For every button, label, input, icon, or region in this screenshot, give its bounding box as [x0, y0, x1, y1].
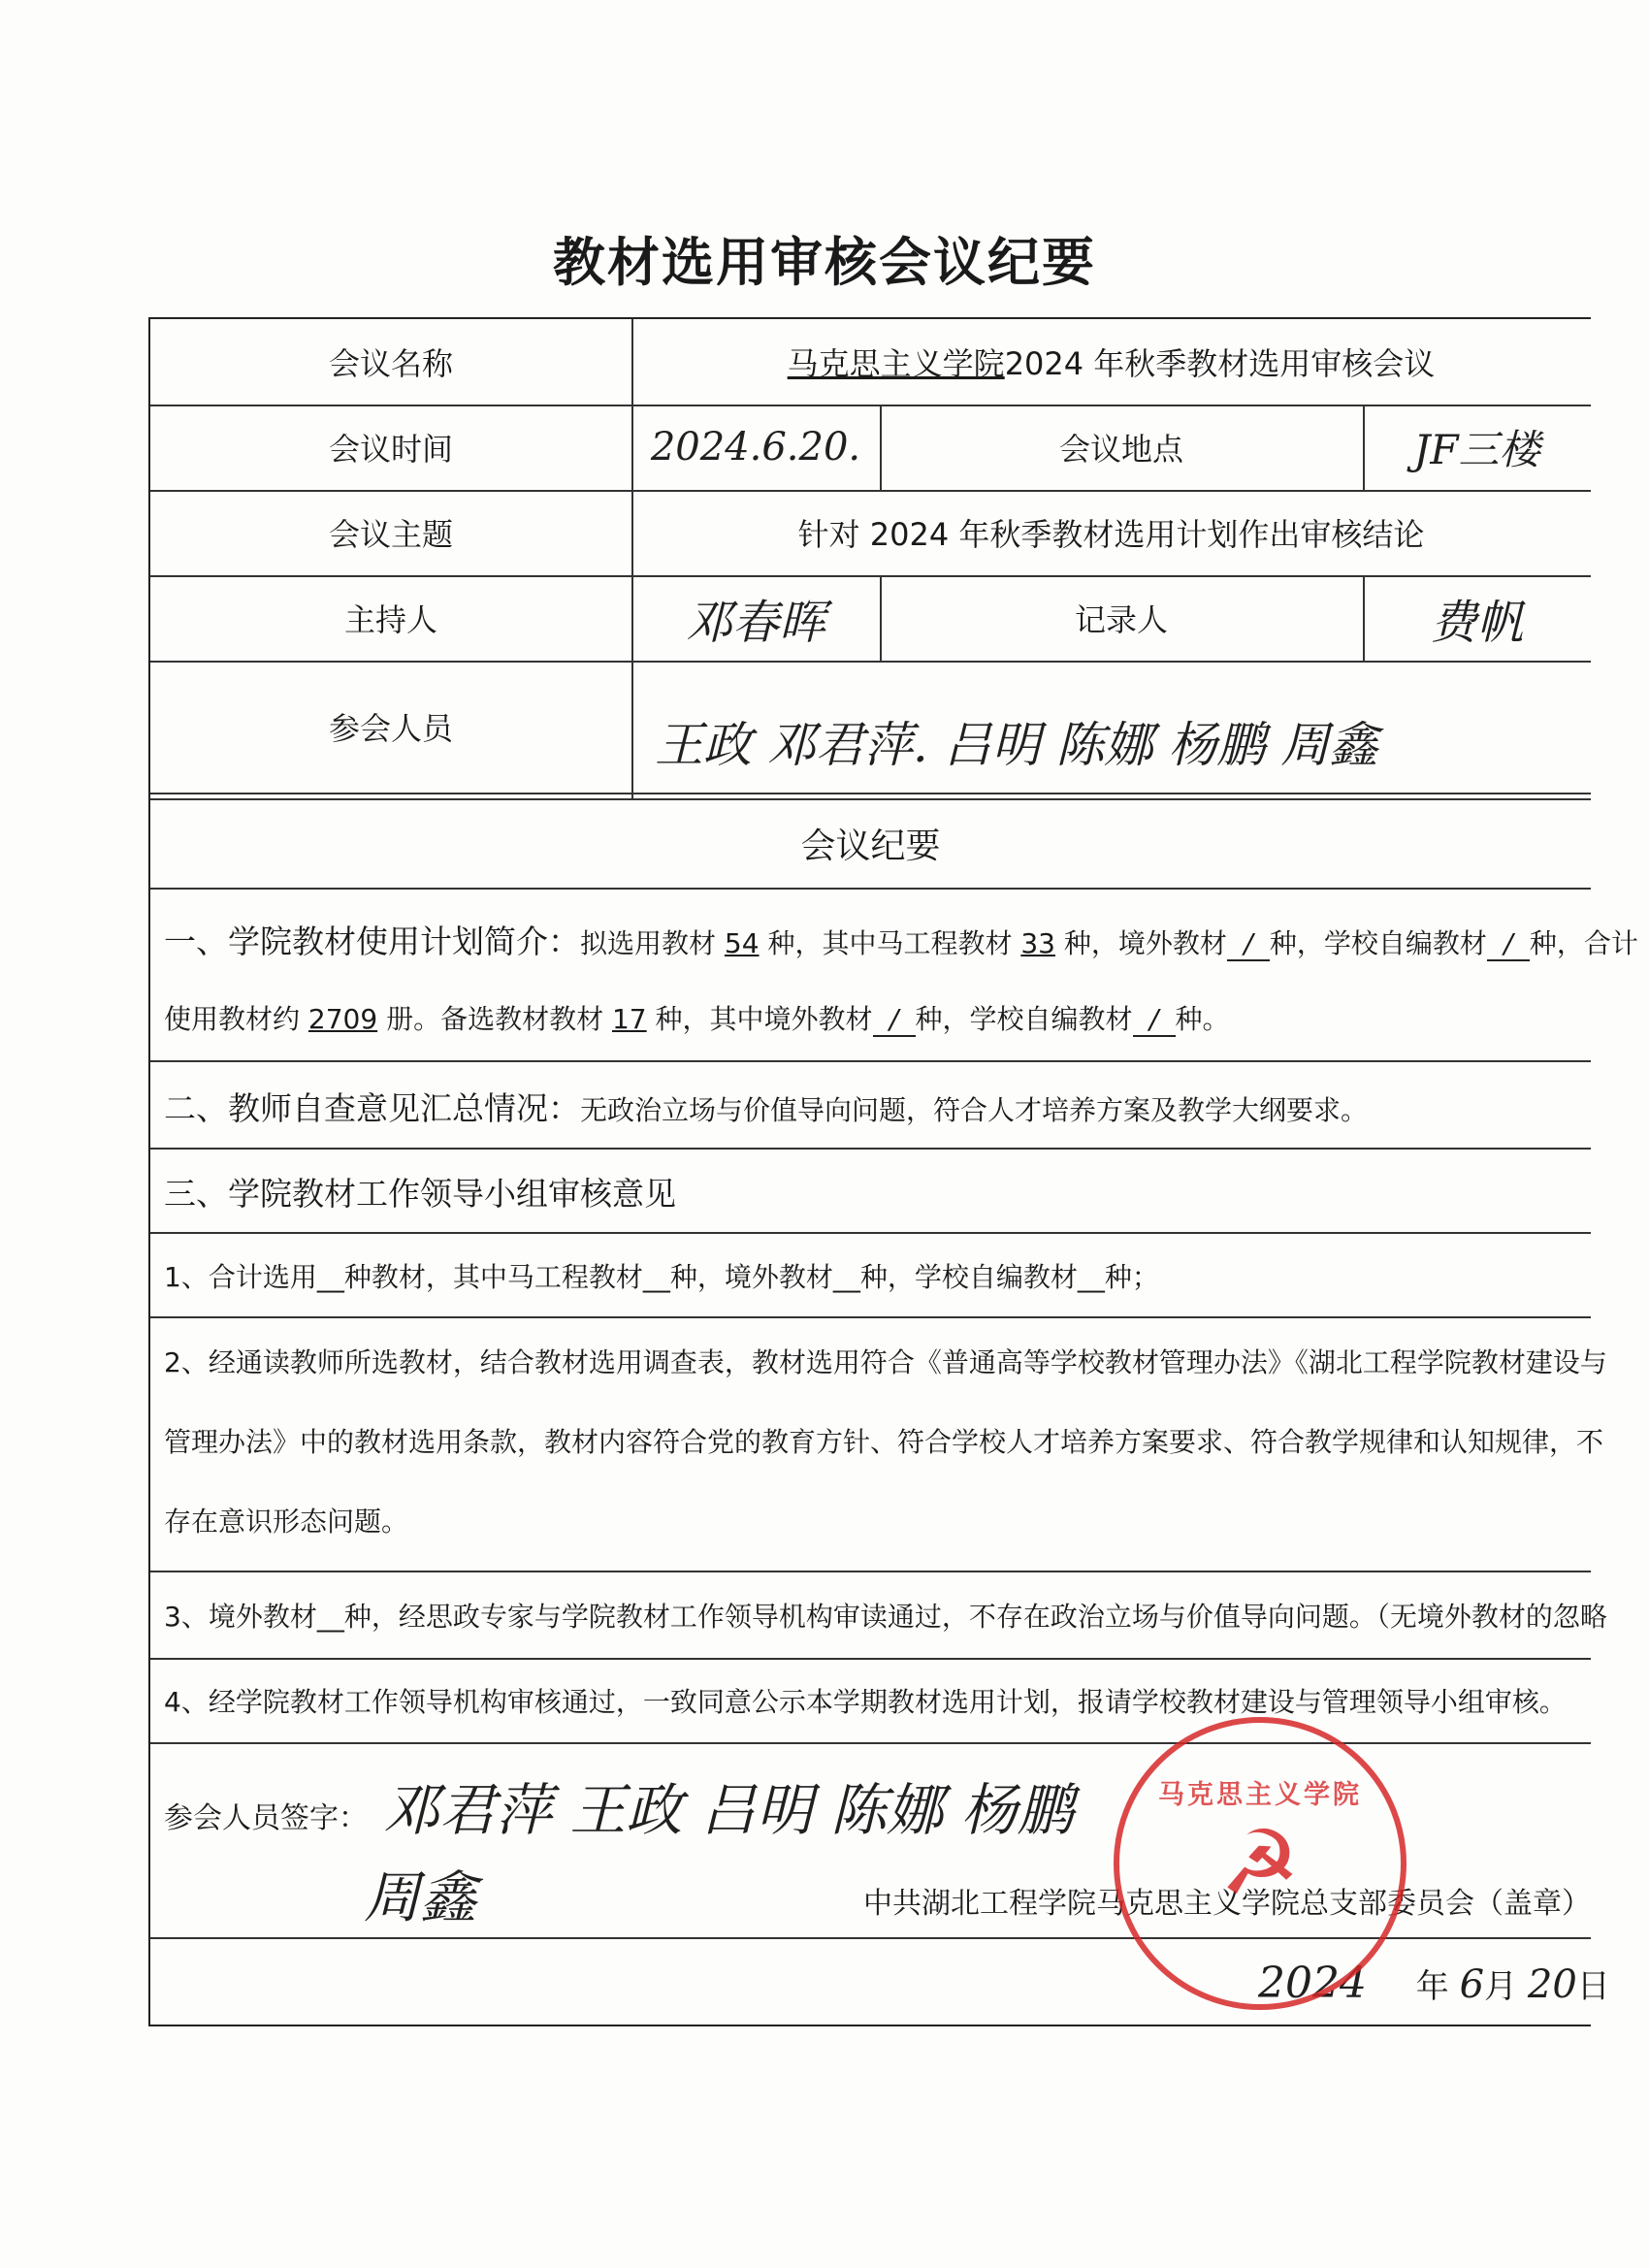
- date-year: 2024: [1258, 1959, 1367, 2008]
- seal-text: 马克思主义学院: [1158, 1780, 1362, 1810]
- document-title: 教材选用审核会议纪要: [553, 232, 1096, 293]
- meeting-place-label: 会议地点: [1058, 431, 1183, 468]
- section1-line1: 一、学院教材使用计划简介：拟选用教材 54 种，其中马工程教材 33 种，境外教材 / 种，学校自编教材 / 种，合计: [164, 923, 1638, 960]
- row-divider: [150, 1571, 1591, 1572]
- count-self: /: [1487, 927, 1530, 961]
- hammer-sickle-icon: ☭: [1219, 1811, 1301, 1915]
- count-mgc: 33: [1020, 927, 1055, 959]
- party-committee-name: 中共湖北工程学院马克思主义学院总支部委员会（盖章）: [863, 1887, 1591, 1921]
- row-divider: [150, 1148, 1591, 1150]
- meeting-topic-label: 会议主题: [328, 516, 453, 553]
- date-month: 6: [1459, 1962, 1485, 2007]
- section2-text: 无政治立场与价值导向问题，符合人才培养方案及教学大纲要求。: [580, 1094, 1369, 1126]
- count-backup-self: /: [1133, 1003, 1176, 1037]
- section3-heading: 三、学院教材工作领导小组审核意见: [164, 1175, 676, 1213]
- meeting-topic-value: 针对 2024 年秋季教材选用计划作出审核结论: [797, 516, 1425, 553]
- row-divider: [150, 1232, 1591, 1234]
- section2-heading: 二、教师自查意见汇总情况：: [164, 1089, 580, 1127]
- attendee-signatures-line1: 邓君萍 王政 吕明 陈娜 杨鹏: [383, 1777, 1074, 1843]
- row-divider: [150, 1316, 1591, 1318]
- meeting-time-label: 会议时间: [328, 431, 453, 468]
- section2-line: [164, 1084, 1368, 1129]
- minutes-form: [148, 317, 1638, 2026]
- section3-item2-line2: 管理办法》中的教材选用条款，教材内容符合党的教育方针、符合学校人才培养方案要求、符合教学规律和认知规律，不: [164, 1426, 1604, 1458]
- meeting-name-org: 马克思主义学院: [787, 345, 1005, 382]
- section1-line2: 使用教材约 2709 册。备选教材教材 17 种，其中境外教材 / 种，学校自编教材 / 种。: [164, 1003, 1230, 1035]
- count-volumes: 2709: [307, 1003, 378, 1035]
- section3-item4: 4、经学院教材工作领导机构审核通过，一致同意公示本学期教材选用计划，报请学校教材建设与管理领导小组审核。: [164, 1686, 1567, 1718]
- host-signature: 邓春晖: [685, 595, 825, 650]
- section1-heading: 一、学院教材使用计划简介：: [164, 923, 580, 960]
- recorder-signature: 费帆: [1430, 595, 1524, 650]
- section3-item3: 3、境外教材__种，经思政专家与学院教材工作领导机构审读通过，不存在政治立场与价值导向问题。（无境外教材的忽略: [164, 1601, 1607, 1633]
- meeting-name-label: 会议名称: [328, 345, 453, 382]
- meeting-name-value: [631, 319, 1591, 405]
- meeting-name-rest: 2024 年秋季教材选用审核会议: [1004, 345, 1436, 382]
- signatures-label: 参会人员签字：: [164, 1801, 368, 1835]
- count-total: 54: [724, 927, 760, 959]
- section3-item1: 1、合计选用__种教材，其中马工程教材__种，境外教材__种，学校自编教材__种；: [164, 1261, 1159, 1293]
- date-day: 20: [1527, 1962, 1577, 2007]
- count-backup-foreign: /: [873, 1003, 916, 1037]
- attendees-label: 参会人员: [328, 710, 453, 747]
- row-divider: [150, 888, 1591, 890]
- section3-item2-line3: 存在意识形态问题。: [164, 1506, 409, 1538]
- meeting-time-value: 2024.6.20.: [650, 425, 861, 470]
- row-divider: [150, 1742, 1591, 1744]
- count-backup: 17: [611, 1003, 647, 1035]
- minutes-header: 会议纪要: [800, 826, 941, 866]
- host-label: 主持人: [343, 601, 437, 638]
- recorder-label: 记录人: [1074, 601, 1168, 638]
- signing-date: 2024 年 6月 20日: [1258, 1959, 1610, 2008]
- count-foreign: /: [1227, 927, 1270, 961]
- attendee-signatures-line2: 周鑫: [364, 1864, 477, 1930]
- meeting-place-value: JF三楼: [1413, 426, 1540, 473]
- section3-item2-line1: 2、经通读教师所选教材，结合教材选用调查表，教材选用符合《普通高等学校教材管理办法》《湖北工程学院教材建设与: [164, 1346, 1607, 1378]
- attendees-signatures: 王政 邓君萍. 吕明 陈娜 杨鹏 周鑫: [655, 717, 1378, 773]
- row-divider: [150, 1060, 1591, 1062]
- row-divider: [150, 1658, 1591, 1660]
- official-seal: [1114, 1717, 1406, 2010]
